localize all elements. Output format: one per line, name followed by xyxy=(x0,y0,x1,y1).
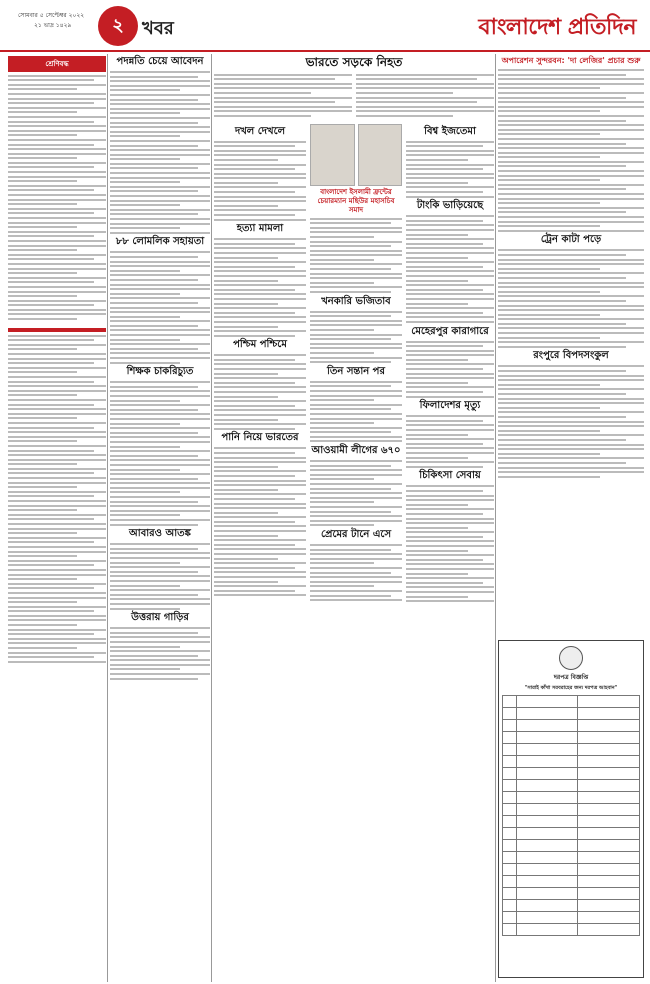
headline: রংপুরে বিপদসংকুল xyxy=(533,350,609,362)
newspaper-logo: বাংলাদেশ প্রতিদিন xyxy=(478,14,636,40)
classified-subheading xyxy=(8,328,106,332)
headline: ৮৮ লোমলিক সহায়তা xyxy=(115,236,205,248)
headline: উত্তরায় গাড়ির xyxy=(131,612,189,624)
article-body xyxy=(214,238,306,336)
article-body xyxy=(406,415,494,468)
government-seal-icon xyxy=(559,646,583,670)
article-body xyxy=(498,365,644,477)
article-body xyxy=(498,69,644,232)
portrait-photo xyxy=(358,124,403,186)
date-line-bengali: ২১ ভাদ্র ১৪২৯ xyxy=(34,22,72,29)
headline: খনকারি ভজিতাব xyxy=(321,295,391,307)
ad-title: দরপত্র বিজ্ঞপ্তি xyxy=(553,674,589,681)
article-body xyxy=(214,71,352,120)
article-body xyxy=(356,71,494,120)
tender-advertisement xyxy=(498,640,644,978)
headline: হত্যা মামলা xyxy=(236,223,284,235)
date-line: সোমবার ৫ সেপ্টেম্বর ২০২২ xyxy=(18,12,85,19)
headline: টাংকি ভাড়িয়েছে xyxy=(416,200,484,212)
headline: পশ্চিম পশ্চিমে xyxy=(233,339,287,351)
headline: প্রেমের টানে এসে xyxy=(320,528,392,540)
headline: দখল দেখলে xyxy=(234,125,286,137)
headline: ফিলাদেশর মৃত্যু xyxy=(419,400,481,412)
headline: আওয়ামী লীগের ৬৭০ xyxy=(311,445,401,457)
article-body xyxy=(406,215,494,323)
article-body xyxy=(110,627,210,680)
article-body xyxy=(214,354,306,430)
article-body xyxy=(310,381,402,443)
news-column-right xyxy=(498,54,644,480)
classified-heading: শ্রেণিবদ্ধ xyxy=(8,56,106,72)
classified-column xyxy=(8,54,106,665)
column-divider xyxy=(495,54,496,982)
masthead xyxy=(0,4,650,52)
headline: তিন সন্তান পর xyxy=(327,365,385,377)
classified-text-block xyxy=(8,75,106,320)
article-body xyxy=(214,447,306,596)
headline: ট্রেন কাটা পড়ে xyxy=(540,234,602,246)
ad-subtitle: "সারাই কাঁথা সরবরাহের জন্য দরপত্র আহবান" xyxy=(524,685,618,691)
headline: পানি নিয়ে ভারতের xyxy=(221,432,299,444)
headline: শিক্ষক চাকরিচ্যুত xyxy=(126,366,194,378)
article-body xyxy=(110,381,210,525)
headline: ভারতে সড়কে নিহত xyxy=(305,55,403,69)
news-column-2 xyxy=(110,54,210,682)
headline: পদন্নতি চেয়ে আবেদন xyxy=(116,56,204,67)
headline: বাংলাদেশ ইসলামী ফ্রন্টের চেয়ারম্যান মছিউর মহাসচিব সমাদ xyxy=(317,187,395,214)
headline: বিশ্ব ইজতেমা xyxy=(424,125,476,137)
article-body xyxy=(310,544,402,601)
middle-right-subcolumn xyxy=(406,124,494,605)
headline: অপারেশন সুন্দরবন: 'দা লেজির' প্রচার শুরু xyxy=(501,56,641,65)
column-divider xyxy=(211,54,212,982)
section-name: খবর xyxy=(142,18,174,39)
column-divider xyxy=(107,54,108,982)
article-body xyxy=(310,311,402,364)
article-body xyxy=(214,141,306,221)
article-body xyxy=(110,251,210,363)
middle-center-subcolumn xyxy=(310,124,402,605)
article-body xyxy=(110,71,210,234)
classified-text-block xyxy=(8,335,106,663)
article-body xyxy=(498,249,644,347)
article-body xyxy=(406,485,494,602)
article-body xyxy=(310,460,402,526)
headline: চিকিৎসা সেবায় xyxy=(419,470,481,482)
page-number-badge: ২ xyxy=(98,6,138,46)
headline: আবারও আতঙ্ক xyxy=(129,528,191,540)
article-body xyxy=(310,218,402,294)
portrait-photo xyxy=(310,124,355,186)
news-column-middle xyxy=(214,54,494,605)
middle-left-subcolumn xyxy=(214,124,306,605)
article-body xyxy=(110,543,210,609)
article-body xyxy=(406,341,494,398)
article-body xyxy=(406,141,494,198)
tender-table xyxy=(502,695,640,936)
headline: মেহেরপুর কারাগারে xyxy=(411,325,489,337)
